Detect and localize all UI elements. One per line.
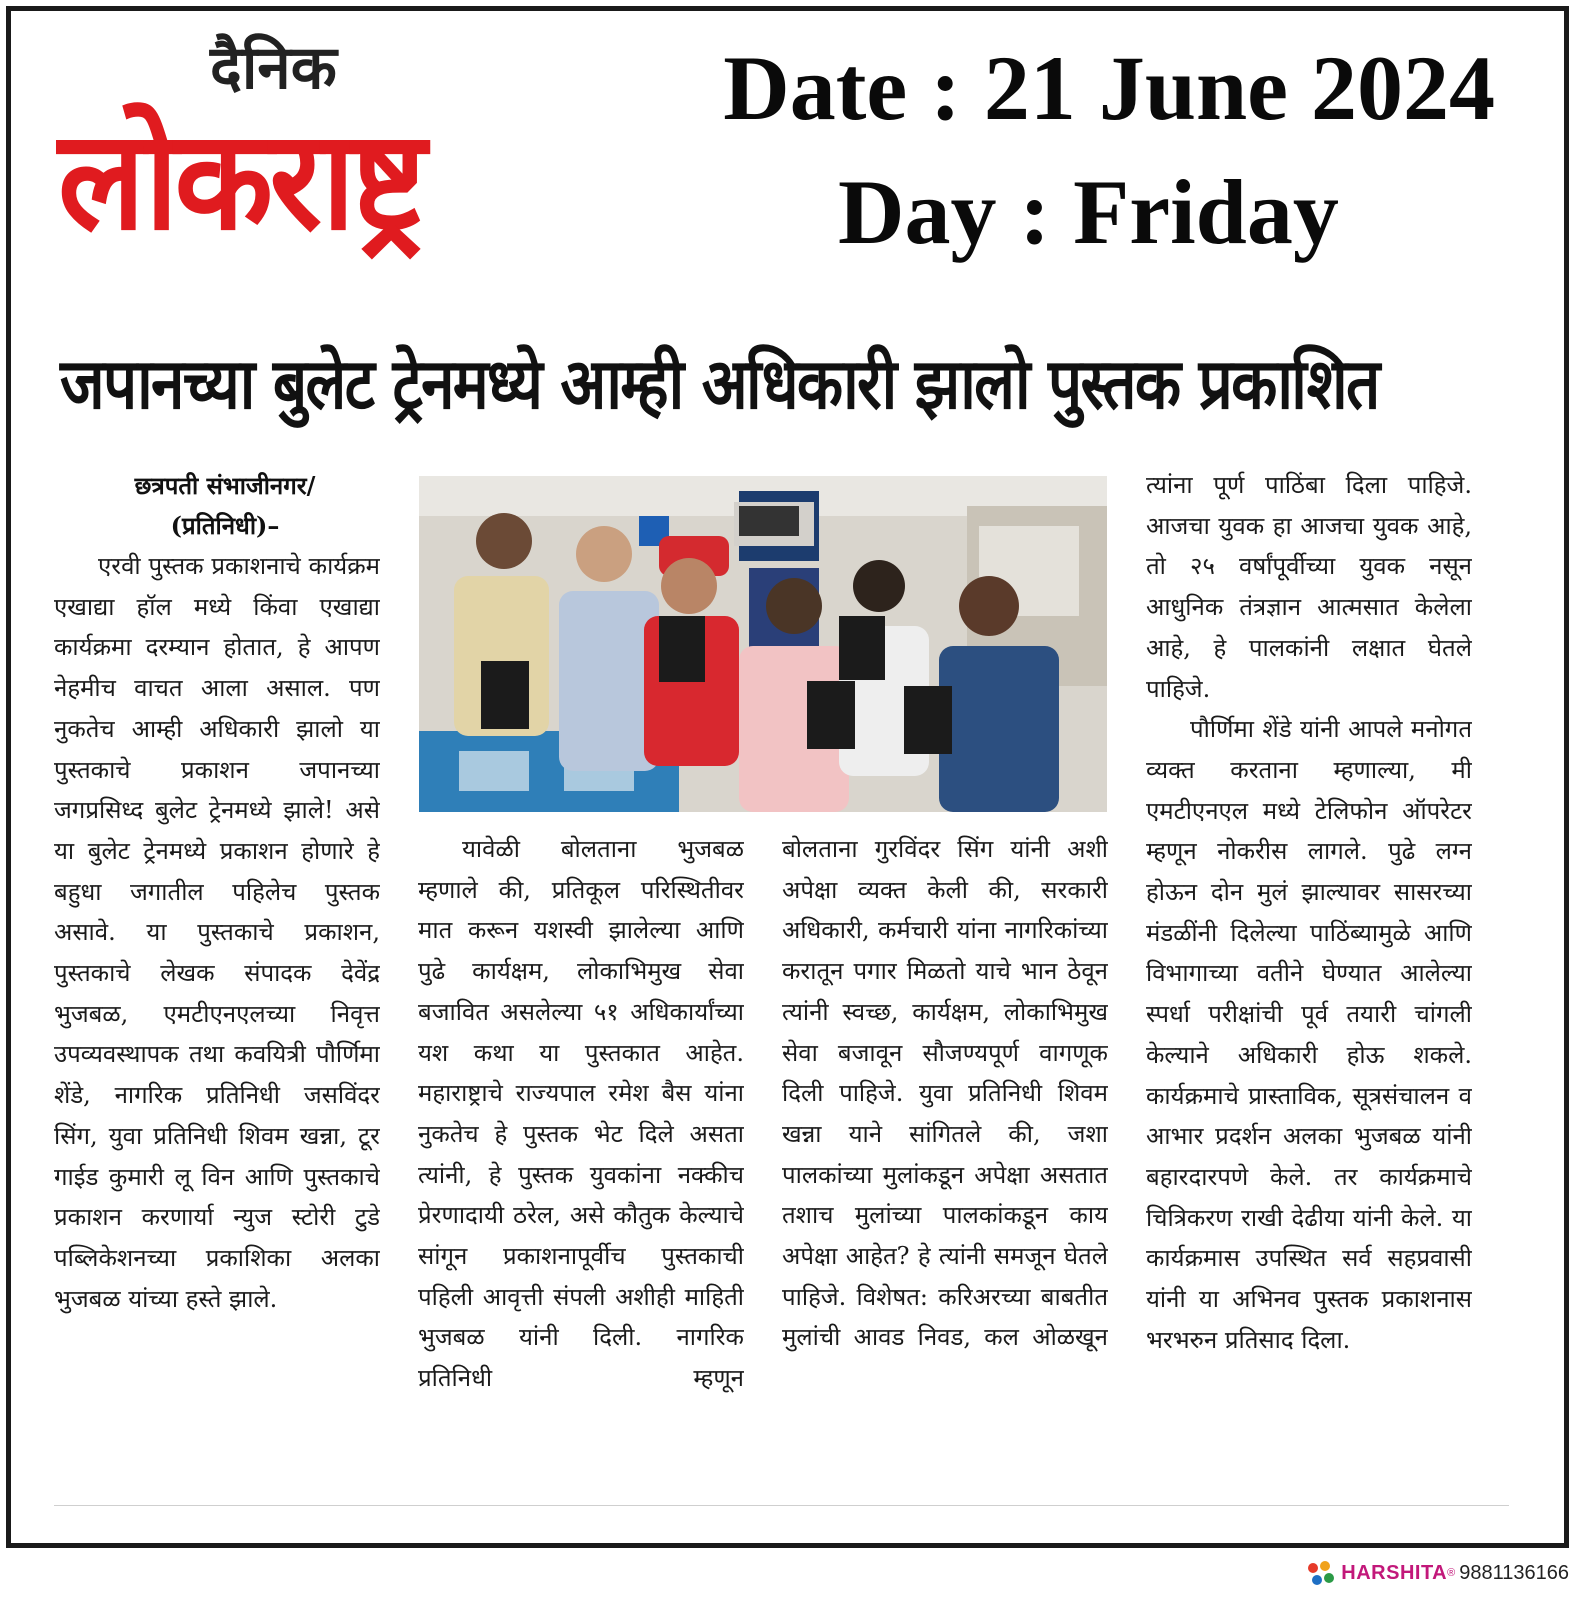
footer-phone: 9881136166: [1459, 1561, 1569, 1584]
article-column-1: [54, 546, 380, 1496]
issue-date: Date : 21 June 2024: [723, 37, 1495, 139]
column-2-text: यावेळी बोलताना भुजबळ म्हणाले की, प्रतिकूल परिस्थितीवर मात करून यशस्वी झालेल्या आणि पुढे कार्यक्षम, लोकाभिमुख सेवा बजावित असलेल्या ५१ अधिकार्यांच्या यश कथा या पुस्तकात आहेत. महाराष्ट्राचे राज्यपाल रमेश बैस यांना नुकतेच हे पुस्तक भेट दिले असता त्यांनी, हे पुस्तक युवकांना नक्कीच प्रेरणादायी ठरेल, असे कौतुक केल्याचे सांगून प्रकाशनापूर्वीच पुस्तकाची पहिली आवृत्ती संपली अशीही माहिती भुजबळ यांनी दिली. नागरिक प्रतिनिधी म्हणून: [418, 835, 744, 1393]
harshita-logo-icon: [1303, 1558, 1337, 1588]
article-photo: [419, 476, 1107, 812]
column-1-text: एरवी पुस्तक प्रकाशनाचे कार्यक्रम एखाद्या हॉल मध्ये किंवा एखाद्या कार्यक्रमा दरम्यान होतात, हे आपण नेहमीच वाचत आला असाल. पण नुकतेच आम्ही अधिकारी झालो या पुस्तकाचे प्रकाशन जपानच्या जगप्रसिध्द बुलेट ट्रेनमध्ये झाले! असे या बुलेट ट्रेनमध्ये प्रकाशन होणारे हे बहुधा जगातील पहिलेच पुस्तक असावे. या पुस्तकाचे प्रकाशन, पुस्तकाचे लेखक संपादक देवेंद्र भुजबळ, एमटीएनएलच्या निवृत्त उपव्यवस्थापक तथा कवयित्री पौर्णिमा शेंडे, नागरिक प्रतिनिधी जसविंदर सिंग, युवा प्रतिनिधी शिवम खन्ना, टूर गाईड कुमारी लू विन आणि पुस्तकाचे प्रकाशन करणार्या न्युज स्टोरी टुडे पब्लिकेशनच्या प्रकाशिका अलका भुजबळ यांच्या हस्ते झाले.: [54, 552, 380, 1313]
masthead-title: लोकराष्ट्र: [58, 100, 423, 261]
footer-credit: [1303, 1556, 1569, 1590]
article-dateline: [60, 466, 390, 546]
column-4-text-paragraph-2: पौर्णिमा शेंडे यांनी आपले मनोगत व्यक्त करताना म्हणाल्या, मी एमटीएनएल मध्ये टेलिफोन ऑपरेटर म्हणून नोकरीस लागले. पुढे लग्न होऊन दोन मुलं झाल्यावर सासरच्या मंडळींनी दिलेल्या पाठिंब्यामुळे आणि विभागाच्या वतीने घेण्यात आलेल्या स्पर्धा परीक्षांची पूर्व तयारी चांगली केल्याने अधिकारी होऊ शकले. कार्यक्रमाचे प्रास्ताविक, सूत्रसंचालन व आभार प्रदर्शन अलका भुजबळ यांनी बहारदारपणे केले. तर कार्यक्रमाचे चित्रिकरण राखी देढीया यांनी केले. या कार्यक्रमास उपस्थित सर्व सहप्रवासी यांनी या अभिनव पुस्तक प्रकाशनास भरभरुन प्रतिसाद दिला.: [1146, 715, 1472, 1354]
article-column-2: [418, 829, 744, 1496]
column-4-text-paragraph-1: त्यांना पूर्ण पाठिंबा दिला पाहिजे. आजचा युवक हा आजचा युवक आहे, तो २५ वर्षांपूर्वीच्या युवक नसून आधुनिक तंत्रज्ञान आत्मसात केलेला आहे, हे पालकांनी लक्षात घेतले पाहिजे.: [1146, 471, 1472, 703]
article-headline: जपानच्या बुलेट ट्रेनमध्ये आम्ही अधिकारी झालो पुस्तक प्रकाशित: [60, 343, 1379, 425]
footer-registered-mark: ®: [1447, 1567, 1456, 1579]
column-3-text: बोलताना गुरविंदर सिंग यांनी अशी अपेक्षा व्यक्त केली की, सरकारी अधिकारी, कर्मचारी यांना नागरिकांच्या करातून पगार मिळतो याचे भान ठेवून त्यांनी स्वच्छ, कार्यक्षम, लोकाभिमुख सेवा बजावून सौजण्यपूर्ण वागणूक दिली पाहिजे. युवा प्रतिनिधी शिवम खन्ना याने सांगितले की, जशा पालकांच्या मुलांकडून अपेक्षा असतात तशाच मुलांच्या पालकांकडून काय अपेक्षा आहेत? हे त्यांनी समजून घेतले पाहिजे. विशेषत: करिअरच्या बाबतीत मुलांची आवड निवड, कल ओळखून: [782, 835, 1108, 1352]
bottom-divider: [54, 1505, 1509, 1506]
masthead-daily-label: दैनिक: [210, 33, 337, 103]
issue-day: Day : Friday: [838, 161, 1339, 263]
dateline-place: छत्रपती संभाजीनगर/: [134, 471, 316, 500]
photo-illustration: [419, 476, 1107, 812]
footer-brand: HARSHITA: [1341, 1561, 1448, 1584]
dateline-byline: (प्रतिनिधी)–: [170, 511, 280, 540]
article-column-4: [1146, 465, 1472, 1496]
article-column-3: [782, 829, 1108, 1496]
